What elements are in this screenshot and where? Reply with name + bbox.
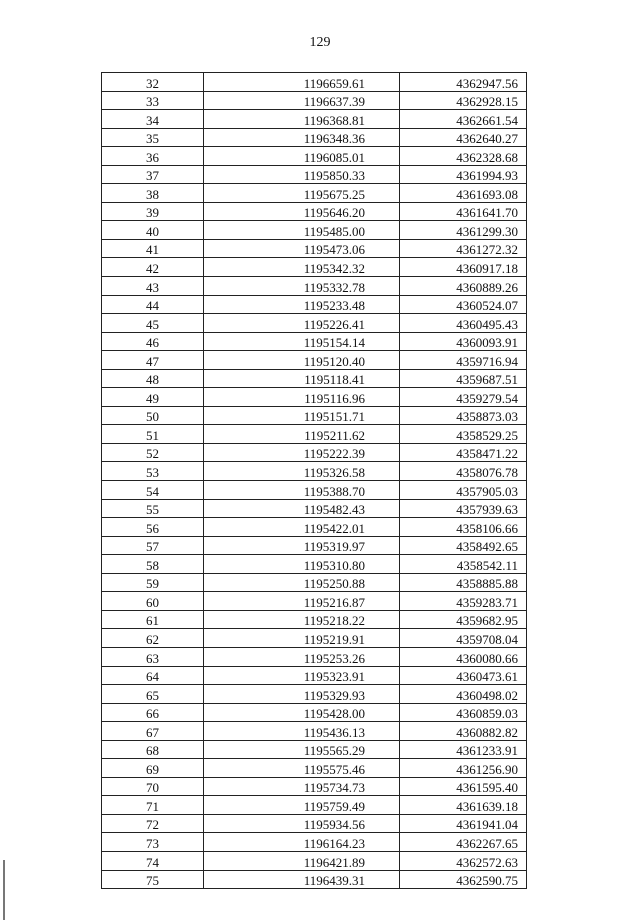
x-coordinate-cell: 1195233.48 (204, 295, 400, 314)
y-coordinate-cell: 4361595.40 (400, 777, 527, 796)
point-number-cell: 68 (102, 740, 204, 759)
y-coordinate-cell: 4357939.63 (400, 499, 527, 518)
table-row (102, 814, 527, 833)
y-coordinate-cell: 4362928.15 (400, 91, 527, 110)
point-number-cell: 40 (102, 221, 204, 240)
table-row (102, 759, 527, 778)
x-coordinate-cell: 1195310.80 (204, 555, 400, 574)
x-coordinate-cell: 1195575.46 (204, 759, 400, 778)
x-coordinate-cell: 1195428.00 (204, 703, 400, 722)
table-row (102, 777, 527, 796)
y-coordinate-cell: 4359283.71 (400, 592, 527, 611)
point-number-cell: 61 (102, 610, 204, 629)
y-coordinate-cell: 4362572.63 (400, 851, 527, 870)
y-coordinate-cell: 4360917.18 (400, 258, 527, 277)
table-row (102, 573, 527, 592)
table-row (102, 184, 527, 203)
table-row (102, 73, 527, 92)
point-number-cell: 34 (102, 110, 204, 129)
x-coordinate-cell: 1195211.62 (204, 425, 400, 444)
y-coordinate-cell: 4361256.90 (400, 759, 527, 778)
y-coordinate-cell: 4361641.70 (400, 202, 527, 221)
point-number-cell: 42 (102, 258, 204, 277)
table-row (102, 833, 527, 852)
y-coordinate-cell: 4359687.51 (400, 369, 527, 388)
point-number-cell: 36 (102, 147, 204, 166)
point-number-cell: 57 (102, 536, 204, 555)
x-coordinate-cell: 1195216.87 (204, 592, 400, 611)
point-number-cell: 32 (102, 73, 204, 92)
y-coordinate-cell: 4361233.91 (400, 740, 527, 759)
y-coordinate-cell: 4361639.18 (400, 796, 527, 815)
y-coordinate-cell: 4361941.04 (400, 814, 527, 833)
y-coordinate-cell: 4358873.03 (400, 406, 527, 425)
x-coordinate-cell: 1195332.78 (204, 277, 400, 296)
y-coordinate-cell: 4359682.95 (400, 610, 527, 629)
x-coordinate-cell: 1195646.20 (204, 202, 400, 221)
y-coordinate-cell: 4360473.61 (400, 666, 527, 685)
y-coordinate-cell: 4360080.66 (400, 647, 527, 666)
x-coordinate-cell: 1195253.26 (204, 647, 400, 666)
x-coordinate-cell: 1196348.36 (204, 128, 400, 147)
x-coordinate-cell: 1195565.29 (204, 740, 400, 759)
table-row (102, 369, 527, 388)
y-coordinate-cell: 4358492.65 (400, 536, 527, 555)
y-coordinate-cell: 4361994.93 (400, 165, 527, 184)
coordinates-table (101, 72, 527, 889)
point-number-cell: 60 (102, 592, 204, 611)
x-coordinate-cell: 1195151.71 (204, 406, 400, 425)
x-coordinate-cell: 1195250.88 (204, 573, 400, 592)
table-row (102, 481, 527, 500)
table-row (102, 666, 527, 685)
table-row (102, 202, 527, 221)
x-coordinate-cell: 1195473.06 (204, 239, 400, 258)
point-number-cell: 69 (102, 759, 204, 778)
page-number: 129 (309, 35, 331, 50)
y-coordinate-cell: 4362590.75 (400, 870, 527, 889)
point-number-cell: 50 (102, 406, 204, 425)
x-coordinate-cell: 1196085.01 (204, 147, 400, 166)
x-coordinate-cell: 1195118.41 (204, 369, 400, 388)
point-number-cell: 43 (102, 277, 204, 296)
point-number-cell: 45 (102, 314, 204, 333)
table-row (102, 740, 527, 759)
y-coordinate-cell: 4359716.94 (400, 351, 527, 370)
point-number-cell: 49 (102, 388, 204, 407)
table-row (102, 277, 527, 296)
point-number-cell: 37 (102, 165, 204, 184)
point-number-cell: 74 (102, 851, 204, 870)
table-row (102, 295, 527, 314)
x-coordinate-cell: 1196659.61 (204, 73, 400, 92)
y-coordinate-cell: 4360889.26 (400, 277, 527, 296)
table-row (102, 722, 527, 741)
x-coordinate-cell: 1195319.97 (204, 536, 400, 555)
table-row (102, 796, 527, 815)
point-number-cell: 53 (102, 462, 204, 481)
x-coordinate-cell: 1195116.96 (204, 388, 400, 407)
x-coordinate-cell: 1196439.31 (204, 870, 400, 889)
table-row (102, 332, 527, 351)
table-row (102, 388, 527, 407)
x-coordinate-cell: 1195226.41 (204, 314, 400, 333)
point-number-cell: 39 (102, 202, 204, 221)
x-coordinate-cell: 1195485.00 (204, 221, 400, 240)
table-row (102, 629, 527, 648)
x-coordinate-cell: 1195422.01 (204, 518, 400, 537)
point-number-cell: 66 (102, 703, 204, 722)
y-coordinate-cell: 4360859.03 (400, 703, 527, 722)
y-coordinate-cell: 4358542.11 (400, 555, 527, 574)
coordinates-table-body (102, 73, 527, 889)
table-row (102, 685, 527, 704)
point-number-cell: 33 (102, 91, 204, 110)
table-row (102, 870, 527, 889)
point-number-cell: 72 (102, 814, 204, 833)
x-coordinate-cell: 1195219.91 (204, 629, 400, 648)
y-coordinate-cell: 4362267.65 (400, 833, 527, 852)
x-coordinate-cell: 1195329.93 (204, 685, 400, 704)
y-coordinate-cell: 4360498.02 (400, 685, 527, 704)
table-row (102, 518, 527, 537)
binder-edge-line (3, 860, 5, 920)
point-number-cell: 64 (102, 666, 204, 685)
x-coordinate-cell: 1195436.13 (204, 722, 400, 741)
point-number-cell: 46 (102, 332, 204, 351)
x-coordinate-cell: 1195342.32 (204, 258, 400, 277)
x-coordinate-cell: 1196637.39 (204, 91, 400, 110)
table-row (102, 462, 527, 481)
point-number-cell: 70 (102, 777, 204, 796)
table-row (102, 221, 527, 240)
table-row (102, 406, 527, 425)
x-coordinate-cell: 1195734.73 (204, 777, 400, 796)
table-row (102, 610, 527, 629)
point-number-cell: 62 (102, 629, 204, 648)
x-coordinate-cell: 1195675.25 (204, 184, 400, 203)
y-coordinate-cell: 4358529.25 (400, 425, 527, 444)
y-coordinate-cell: 4362640.27 (400, 128, 527, 147)
point-number-cell: 44 (102, 295, 204, 314)
table-row (102, 425, 527, 444)
table-row (102, 443, 527, 462)
point-number-cell: 35 (102, 128, 204, 147)
y-coordinate-cell: 4361272.32 (400, 239, 527, 258)
table-row (102, 258, 527, 277)
point-number-cell: 51 (102, 425, 204, 444)
point-number-cell: 75 (102, 870, 204, 889)
y-coordinate-cell: 4360093.91 (400, 332, 527, 351)
y-coordinate-cell: 4358885.88 (400, 573, 527, 592)
x-coordinate-cell: 1196368.81 (204, 110, 400, 129)
table-row (102, 91, 527, 110)
point-number-cell: 47 (102, 351, 204, 370)
table-row (102, 592, 527, 611)
point-number-cell: 63 (102, 647, 204, 666)
table-row (102, 851, 527, 870)
y-coordinate-cell: 4362947.56 (400, 73, 527, 92)
point-number-cell: 54 (102, 481, 204, 500)
x-coordinate-cell: 1195120.40 (204, 351, 400, 370)
x-coordinate-cell: 1195850.33 (204, 165, 400, 184)
table-row (102, 647, 527, 666)
table-row (102, 239, 527, 258)
point-number-cell: 41 (102, 239, 204, 258)
point-number-cell: 67 (102, 722, 204, 741)
point-number-cell: 52 (102, 443, 204, 462)
x-coordinate-cell: 1195323.91 (204, 666, 400, 685)
x-coordinate-cell: 1196421.89 (204, 851, 400, 870)
y-coordinate-cell: 4359279.54 (400, 388, 527, 407)
point-number-cell: 71 (102, 796, 204, 815)
point-number-cell: 48 (102, 369, 204, 388)
x-coordinate-cell: 1195154.14 (204, 332, 400, 351)
y-coordinate-cell: 4358106.66 (400, 518, 527, 537)
x-coordinate-cell: 1195482.43 (204, 499, 400, 518)
table-row (102, 703, 527, 722)
table-row (102, 147, 527, 166)
table-row (102, 499, 527, 518)
x-coordinate-cell: 1196164.23 (204, 833, 400, 852)
y-coordinate-cell: 4360524.07 (400, 295, 527, 314)
y-coordinate-cell: 4362661.54 (400, 110, 527, 129)
point-number-cell: 55 (102, 499, 204, 518)
table-row (102, 536, 527, 555)
x-coordinate-cell: 1195934.56 (204, 814, 400, 833)
y-coordinate-cell: 4362328.68 (400, 147, 527, 166)
x-coordinate-cell: 1195218.22 (204, 610, 400, 629)
y-coordinate-cell: 4358076.78 (400, 462, 527, 481)
point-number-cell: 58 (102, 555, 204, 574)
point-number-cell: 56 (102, 518, 204, 537)
x-coordinate-cell: 1195759.49 (204, 796, 400, 815)
table-row (102, 165, 527, 184)
x-coordinate-cell: 1195222.39 (204, 443, 400, 462)
y-coordinate-cell: 4357905.03 (400, 481, 527, 500)
y-coordinate-cell: 4361693.08 (400, 184, 527, 203)
table-row (102, 314, 527, 333)
table-row (102, 351, 527, 370)
table-row (102, 128, 527, 147)
point-number-cell: 65 (102, 685, 204, 704)
y-coordinate-cell: 4358471.22 (400, 443, 527, 462)
y-coordinate-cell: 4360495.43 (400, 314, 527, 333)
table-row (102, 110, 527, 129)
point-number-cell: 38 (102, 184, 204, 203)
x-coordinate-cell: 1195388.70 (204, 481, 400, 500)
y-coordinate-cell: 4360882.82 (400, 722, 527, 741)
table-row (102, 555, 527, 574)
y-coordinate-cell: 4361299.30 (400, 221, 527, 240)
y-coordinate-cell: 4359708.04 (400, 629, 527, 648)
point-number-cell: 73 (102, 833, 204, 852)
point-number-cell: 59 (102, 573, 204, 592)
x-coordinate-cell: 1195326.58 (204, 462, 400, 481)
